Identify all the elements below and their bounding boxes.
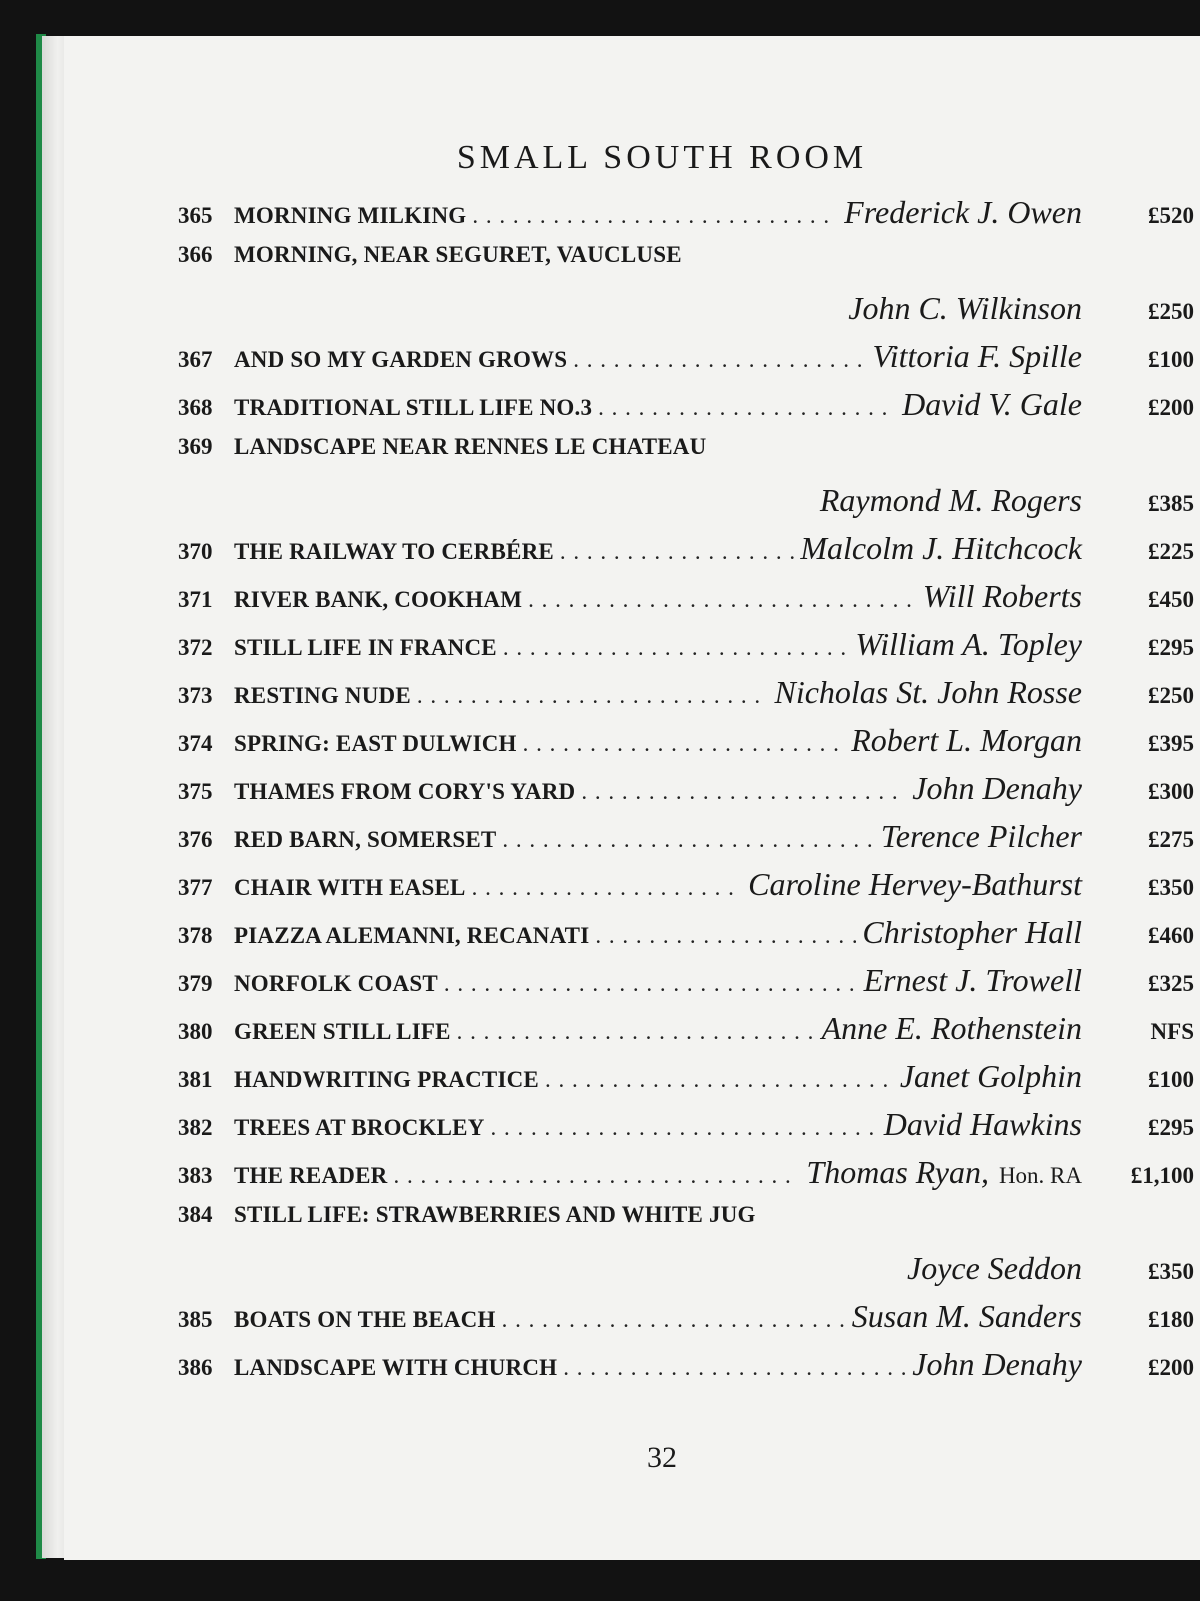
leader-dots: [502, 827, 874, 853]
entry-title: TRADITIONAL STILL LIFE NO.3: [234, 395, 593, 420]
entry-number: 378: [178, 923, 213, 948]
entry-price: £385: [1148, 491, 1194, 516]
leader-dots: [523, 731, 846, 757]
entry-artist: Frederick J. Owen: [844, 194, 1082, 230]
entry-title: GREEN STILL LIFE: [234, 1019, 451, 1044]
entry-price: £250: [1148, 683, 1194, 708]
entry-number: 383: [178, 1163, 213, 1188]
entry-number: 380: [178, 1019, 213, 1044]
entry-artist: William A. Topley: [855, 626, 1082, 662]
entry-title: AND SO MY GARDEN GROWS: [234, 347, 568, 372]
entry-title: HANDWRITING PRACTICE: [234, 1067, 539, 1092]
entry-title: RED BARN, SOMERSET: [234, 827, 497, 852]
entry-title: THE READER: [234, 1163, 388, 1188]
entry-number: 377: [178, 875, 213, 900]
entry-price: £180: [1148, 1307, 1194, 1332]
entry-number: 379: [178, 971, 213, 996]
entry-artist: John C. Wilkinson: [848, 290, 1082, 326]
entry-price: £395: [1148, 731, 1194, 756]
leader-dots: [491, 1115, 878, 1141]
entry-number: 373: [178, 683, 213, 708]
entry-price: £520: [1148, 203, 1194, 228]
entry-380: [178, 1010, 1194, 1054]
entry-price: £225: [1148, 539, 1194, 564]
entry-honour: Hon. RA: [998, 1163, 1082, 1188]
entry-artist: David Hawkins: [883, 1106, 1082, 1142]
leader-dots: [393, 1163, 800, 1189]
entry-price: £350: [1148, 875, 1194, 900]
page-number: 32: [647, 1441, 677, 1474]
entry-378: [178, 914, 1194, 958]
entry-number: 365: [178, 203, 213, 228]
entry-title: LANDSCAPE WITH CHURCH: [234, 1355, 558, 1380]
leader-dots: [502, 1307, 846, 1333]
entry-price: £295: [1148, 635, 1194, 660]
entry-381: [178, 1058, 1194, 1102]
entry-number: 386: [178, 1355, 213, 1380]
entry-number: 376: [178, 827, 213, 852]
entry-price: £350: [1148, 1259, 1194, 1284]
entry-368: [178, 386, 1194, 430]
entry-price: £250: [1148, 299, 1194, 324]
entry-number: 366: [178, 242, 213, 267]
entry-price: £100: [1148, 1067, 1194, 1092]
entry-title: MORNING MILKING: [234, 203, 467, 228]
entry-price: £100: [1148, 347, 1194, 372]
page-title: SMALL SOUTH ROOM: [456, 139, 868, 176]
entry-artist: Vittoria F. Spille: [872, 338, 1082, 374]
leader-dots: [581, 779, 906, 805]
entry-artist: Janet Golphin: [899, 1058, 1082, 1094]
entry-376: [178, 818, 1194, 862]
entry-price: £460: [1148, 923, 1194, 948]
leader-dots: [595, 923, 856, 949]
catalogue-page: [64, 36, 1200, 1560]
entry-artist: Christopher Hall: [862, 914, 1082, 950]
entry-price: £275: [1148, 827, 1194, 852]
entry-375: [178, 770, 1194, 814]
entry-artist: Anne E. Rothenstein: [821, 1010, 1082, 1046]
entry-title: TREES AT BROCKLEY: [234, 1115, 485, 1140]
entry-price: £200: [1148, 1355, 1194, 1380]
entry-artist: John Denahy: [912, 1346, 1082, 1382]
entry-365: [178, 194, 1194, 238]
entry-366-artist-line: [178, 290, 1194, 334]
leader-dots: [472, 875, 743, 901]
leader-dots: [598, 395, 896, 421]
entry-artist: John Denahy: [912, 770, 1082, 806]
entry-number: 375: [178, 779, 213, 804]
entry-number: 381: [178, 1067, 213, 1092]
entry-price: £200: [1148, 395, 1194, 420]
entry-price: NFS: [1150, 1019, 1194, 1044]
entry-number: 382: [178, 1115, 213, 1140]
entry-377: [178, 866, 1194, 910]
entry-title: STILL LIFE IN FRANCE: [234, 635, 497, 660]
entry-title: THAMES FROM CORY'S YARD: [234, 779, 576, 804]
entry-384: [178, 1202, 1194, 1246]
leader-dots: [472, 203, 838, 229]
entry-title: SPRING: EAST DULWICH: [234, 731, 517, 756]
entry-artist: Nicholas St. John Rosse: [774, 674, 1082, 710]
entry-title: RESTING NUDE: [234, 683, 411, 708]
entry-price: £325: [1148, 971, 1194, 996]
leader-dots: [444, 971, 858, 997]
entry-artist: Will Roberts: [922, 578, 1082, 614]
entry-number: 368: [178, 395, 213, 420]
entry-382: [178, 1106, 1194, 1150]
entry-price: £1,100: [1130, 1163, 1194, 1188]
entry-number: 372: [178, 635, 213, 660]
entry-artist: Malcolm J. Hitchcock: [800, 530, 1082, 566]
entry-number: 374: [178, 731, 213, 756]
entry-artist: Raymond M. Rogers: [819, 482, 1082, 518]
leader-dots: [573, 347, 866, 373]
entry-title: STILL LIFE: STRAWBERRIES AND WHITE JUG: [234, 1202, 756, 1227]
entry-artist: David V. Gale: [902, 386, 1082, 422]
leader-dots: [563, 1355, 906, 1381]
entry-370: [178, 530, 1194, 574]
entry-number: 371: [178, 587, 213, 612]
entry-title: RIVER BANK, COOKHAM: [234, 587, 523, 612]
entry-383: [178, 1154, 1194, 1198]
entry-title: CHAIR WITH EASEL: [234, 875, 466, 900]
entry-367: [178, 338, 1194, 382]
leader-dots: [503, 635, 849, 661]
entry-title: BOATS ON THE BEACH: [234, 1307, 496, 1332]
entry-386: [178, 1346, 1194, 1390]
entry-369: [178, 434, 1194, 478]
entry-artist: Ernest J. Trowell: [863, 962, 1082, 998]
entry-379: [178, 962, 1194, 1006]
entry-title: NORFOLK COAST: [234, 971, 438, 996]
leader-dots: [545, 1067, 894, 1093]
entry-number: 369: [178, 434, 213, 459]
entry-artist: Robert L. Morgan: [851, 722, 1082, 758]
entry-373: [178, 674, 1194, 718]
entry-price: £300: [1148, 779, 1194, 804]
entry-371: [178, 578, 1194, 622]
entry-number: 385: [178, 1307, 213, 1332]
entry-number: 367: [178, 347, 213, 372]
entry-title: MORNING, NEAR SEGURET, VAUCLUSE: [234, 242, 682, 267]
entry-title: PIAZZA ALEMANNI, RECANATI: [234, 923, 590, 948]
entry-366: [178, 242, 1194, 286]
entry-artist: Susan M. Sanders: [851, 1298, 1082, 1334]
entry-title: THE RAILWAY TO CERBÉRE: [234, 539, 554, 564]
entry-385: [178, 1298, 1194, 1342]
entry-artist: Thomas Ryan,: [806, 1154, 989, 1190]
entry-price: £295: [1148, 1115, 1194, 1140]
entry-number: 370: [178, 539, 213, 564]
entry-384-artist-line: [178, 1250, 1194, 1294]
entry-artist: Joyce Seddon: [906, 1250, 1082, 1286]
leader-dots: [457, 1019, 816, 1045]
leader-dots: [417, 683, 769, 709]
leader-dots: [560, 539, 794, 565]
entry-372: [178, 626, 1194, 670]
entry-number: 384: [178, 1202, 213, 1227]
entry-price: £450: [1148, 587, 1194, 612]
entry-369-artist-line: [178, 482, 1194, 526]
entry-title: LANDSCAPE NEAR RENNES LE CHATEAU: [234, 434, 707, 459]
entry-artist: Terence Pilcher: [880, 818, 1082, 854]
leader-dots: [528, 587, 917, 613]
entry-374: [178, 722, 1194, 766]
entry-artist: Caroline Hervey-Bathurst: [748, 866, 1082, 902]
